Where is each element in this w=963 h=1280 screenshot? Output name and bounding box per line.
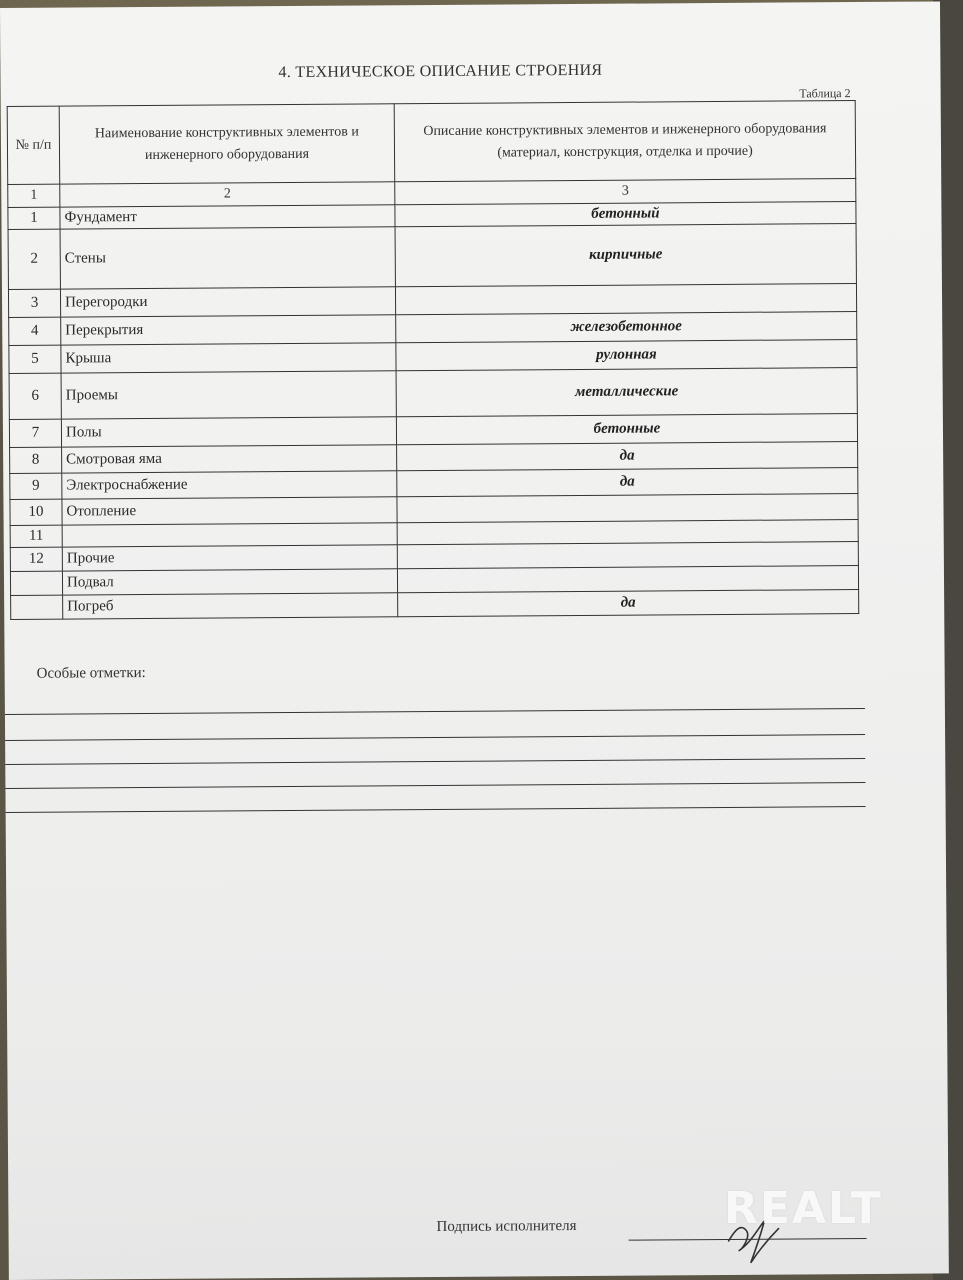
row-element-value: бетонный (395, 202, 856, 227)
document-title: 4. ТЕХНИЧЕСКОЕ ОПИСАНИЕ СТРОЕНИЯ (278, 61, 603, 82)
header-number: № п/п (7, 106, 60, 184)
row-number: 9 (10, 473, 62, 499)
row-element-name: Стены (60, 227, 395, 289)
row-number (10, 571, 62, 595)
realt-watermark-logo: REALT (724, 1183, 883, 1234)
special-notes-label: Особые отметки: (36, 664, 146, 682)
row-element-name: Погреб (63, 593, 398, 619)
row-element-value (397, 542, 858, 569)
row-element-value: рулонная (396, 340, 857, 371)
row-number: 5 (9, 345, 61, 373)
row-element-value: железобетонное (396, 312, 857, 343)
row-element-name: Прочие (62, 545, 397, 571)
row-number: 3 (8, 289, 60, 317)
row-element-value: да (397, 468, 858, 497)
row-element-value: кирпичные (395, 224, 856, 287)
row-number: 6 (9, 373, 61, 419)
table-header-row (7, 101, 856, 185)
row-element-name: Электроснабжение (62, 471, 397, 499)
row-element-value (395, 284, 856, 315)
row-element-value (397, 520, 858, 545)
row-element-value: бетонные (396, 414, 857, 445)
row-number: 8 (10, 447, 62, 473)
table-row (9, 368, 857, 420)
row-element-name: Полы (61, 417, 396, 447)
row-number (11, 595, 63, 619)
table-number: Таблица 2 (799, 86, 851, 101)
notes-line (6, 806, 866, 813)
header-element-name: Наименование конструктивных элементов и инженерного оборудования (59, 104, 395, 184)
row-number: 4 (9, 317, 61, 345)
table-row (8, 224, 856, 290)
index-cell: 1 (8, 184, 60, 207)
row-element-name: Перекрытия (61, 315, 396, 345)
row-element-name: Подвал (62, 569, 397, 595)
row-element-value (397, 566, 858, 593)
table-row (11, 590, 859, 620)
row-element-value: да (398, 590, 859, 617)
row-number: 12 (10, 547, 62, 571)
signature-label: Подпись исполнителя (436, 1218, 577, 1235)
row-element-name: Отопление (62, 497, 397, 525)
row-element-name: Смотровая яма (62, 445, 397, 473)
row-number: 7 (9, 419, 61, 447)
row-number: 1 (8, 207, 60, 229)
notes-line (5, 758, 865, 765)
index-cell: 3 (395, 179, 856, 205)
row-element-name: Крыша (61, 343, 396, 373)
notes-line (5, 734, 865, 741)
document-page (0, 1, 949, 1280)
notes-line (5, 782, 865, 789)
header-element-description: Описание конструктивных элементов и инженерного оборудования (материал, конструкция, отделка и прочие) (394, 101, 856, 182)
row-element-name: Перегородки (60, 287, 395, 317)
technical-description-table (7, 100, 860, 620)
index-cell: 2 (60, 182, 395, 207)
row-element-value (397, 494, 858, 523)
row-number: 11 (10, 525, 62, 547)
row-number: 10 (10, 499, 62, 525)
row-element-name: Фундамент (60, 205, 395, 229)
notes-line (5, 708, 865, 715)
row-element-name (62, 523, 397, 547)
row-element-value: да (397, 442, 858, 471)
row-number: 2 (8, 229, 60, 289)
row-element-name: Проемы (61, 371, 396, 419)
row-element-value: металлические (396, 368, 857, 417)
